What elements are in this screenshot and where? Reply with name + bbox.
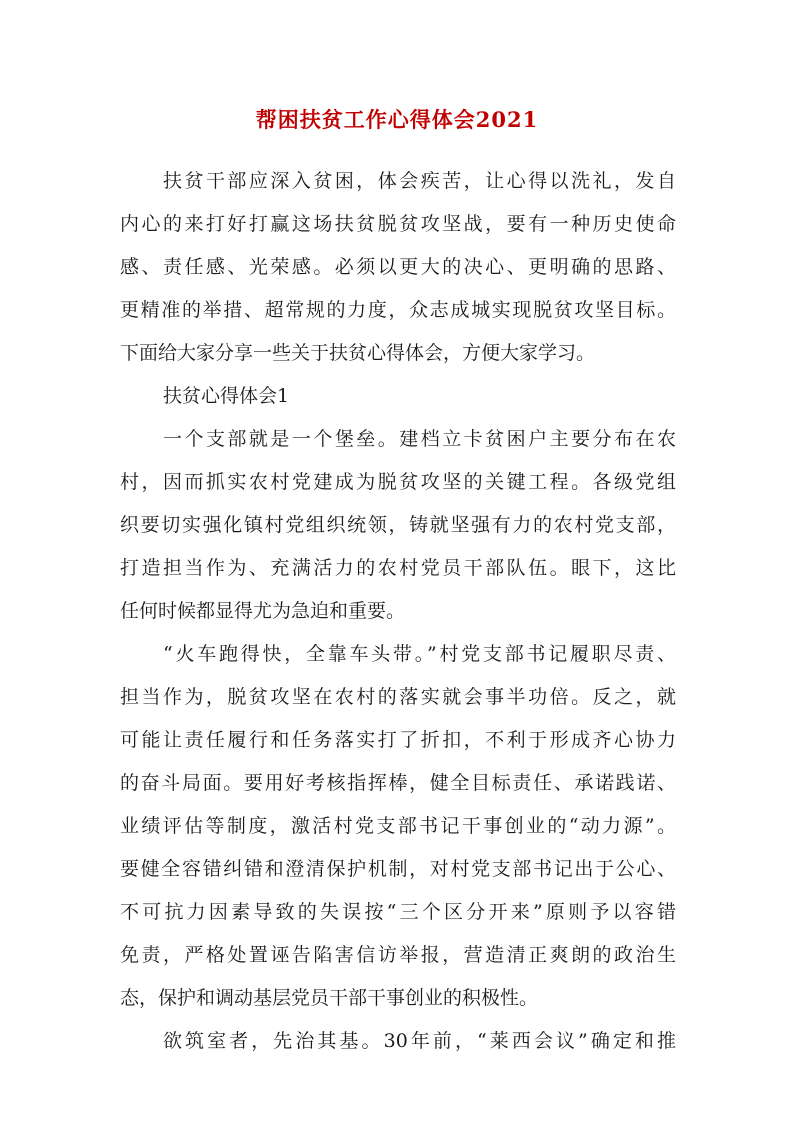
- body-line: 内心的来打好打赢这场扶贫脱贫攻坚战，要有一种历史使命: [120, 213, 676, 235]
- body-line: 更精准的举措、超常规的力度，众志成城实现脱贫攻坚目标。: [120, 299, 676, 321]
- body-line: 欲筑室者，先治其基。30年前，“莱西会议”确定和推: [163, 1030, 676, 1052]
- body-line: 态，保护和调动基层党员干部干事创业的积极性。: [120, 987, 539, 1009]
- body-line: 下面给大家分享一些关于扶贫心得体会，方便大家学习。: [120, 342, 596, 364]
- body-line: 担当作为，脱贫攻坚在农村的落实就会事半功倍。反之，就: [120, 686, 676, 708]
- body-line: 不可抗力因素导致的失误按“三个区分开来”原则予以容错: [120, 901, 676, 923]
- document-title: 帮困扶贫工作心得体会2021: [255, 107, 539, 132]
- body-line: 织要切实强化镇村党组织统领，铸就坚强有力的农村党支部，: [120, 514, 676, 536]
- body-line: 村，因而抓实农村党建成为脱贫攻坚的关键工程。各级党组: [120, 471, 676, 493]
- body-line: 打造担当作为、充满活力的农村党员干部队伍。眼下，这比: [120, 557, 676, 579]
- body-line: 的奋斗局面。要用好考核指挥棒，健全目标责任、承诺践诺、: [120, 772, 676, 794]
- body-line: 免责，严格处置诬告陷害信访举报，营造清正爽朗的政治生: [120, 944, 676, 966]
- body-line: 任何时候都显得尤为急迫和重要。: [120, 600, 406, 622]
- body-line: 业绩评估等制度，激活村党支部书记干事创业的“动力源”。: [120, 815, 676, 837]
- body-line: 可能让责任履行和任务落实打了折扣，不利于形成齐心协力: [120, 729, 676, 751]
- body-line: “火车跑得快，全靠车头带。”村党支部书记履职尽责、: [163, 643, 676, 665]
- body-line: 一个支部就是一个堡垒。建档立卡贫困户主要分布在农: [163, 428, 676, 450]
- body-line: 扶贫干部应深入贫困，体会疾苦，让心得以洗礼，发自: [163, 170, 676, 192]
- body-line: 要健全容错纠错和澄清保护机制，对村党支部书记出于公心、: [120, 858, 676, 880]
- section-heading: 扶贫心得体会1: [163, 385, 290, 407]
- body-line: 感、责任感、光荣感。必须以更大的决心、更明确的思路、: [120, 256, 676, 278]
- document-body: [120, 160, 676, 1063]
